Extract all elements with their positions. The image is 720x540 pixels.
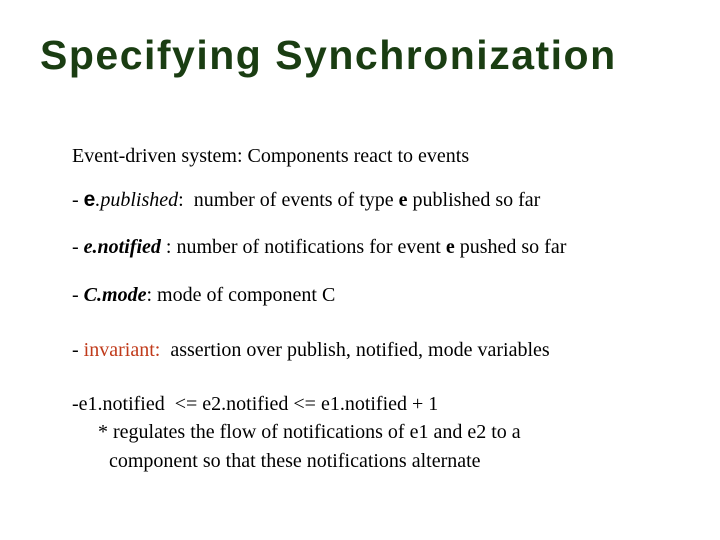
event-e-bold: e [398, 189, 408, 211]
colon: : [160, 236, 172, 258]
event-driven-line: Event-driven system: Components react to events [72, 145, 470, 167]
mode-variable: C.mode [83, 284, 147, 306]
dash-prefix: - [72, 189, 84, 211]
event-e-bold: e [445, 236, 455, 258]
invariant-keyword: invariant: [83, 339, 161, 361]
invariant-description: assertion over publish, notified, mode variables [160, 339, 550, 361]
published-description-b: published so far [407, 189, 541, 211]
dash-prefix: - [72, 284, 84, 306]
constraint-note: * regulates the flow of notifications of e1 and e2 to a [98, 421, 521, 443]
notified-line [72, 236, 566, 259]
mode-line [72, 284, 335, 307]
notified-variable: e.notified [83, 236, 161, 258]
published-variable: .published [95, 189, 179, 211]
published-line [72, 188, 540, 212]
dash-prefix: - [72, 236, 84, 258]
constraint-note-continued: component so that these notifications alternate [109, 450, 481, 472]
constraint-formula: -e1.notified <= e2.notified <= e1.notified + 1 [72, 393, 439, 415]
published-description-a: number of events of type [183, 189, 399, 211]
mode-description: mode of component C [152, 284, 336, 306]
colon: : [146, 284, 153, 306]
dash-prefix: - [72, 339, 84, 361]
colon: : [178, 189, 184, 211]
notified-description-a: number of notifications for event [171, 236, 446, 258]
notified-description-b: pushed so far [454, 236, 567, 258]
event-symbol: e [83, 188, 96, 211]
slide-title: Specifying Synchronization [40, 32, 617, 78]
invariant-line [72, 339, 550, 362]
